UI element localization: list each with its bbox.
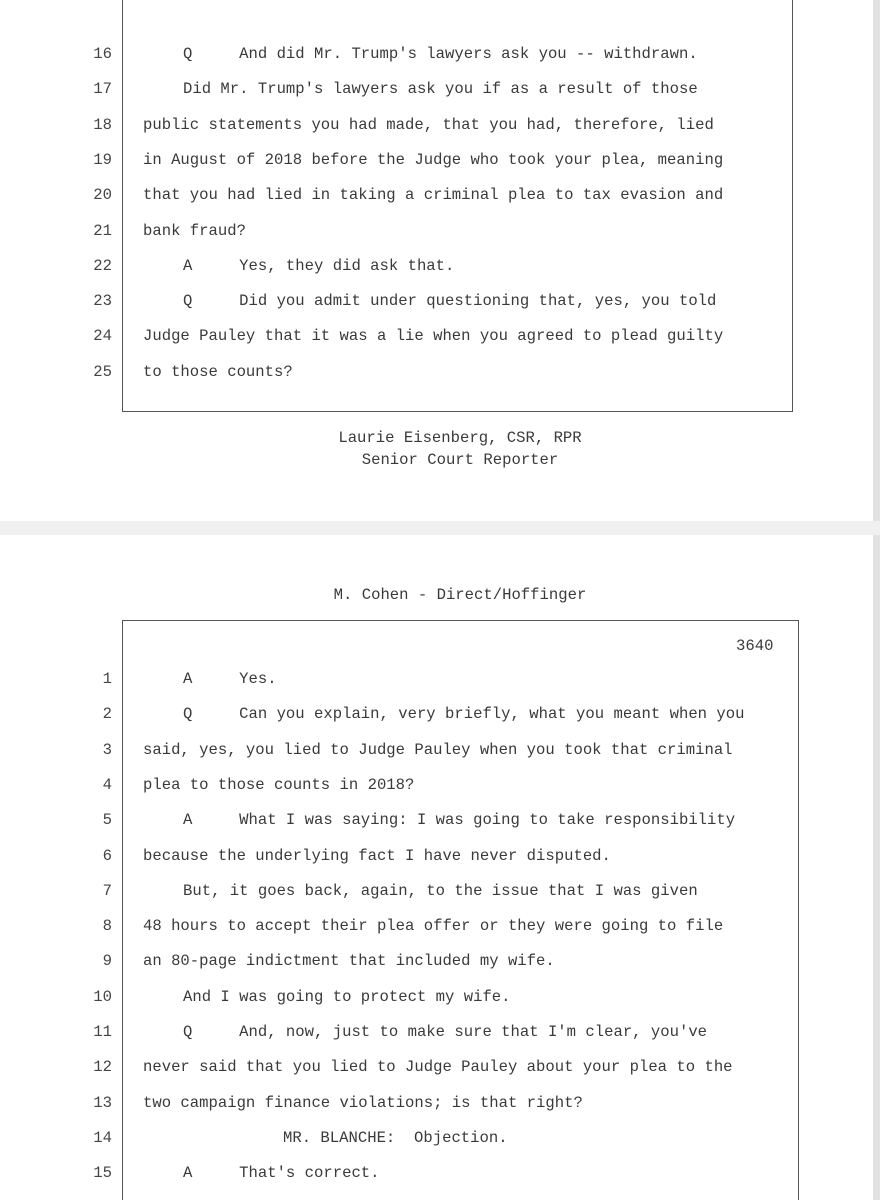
transcript-line: A Yes, they did ask that. [183,256,455,275]
page-number: 3640 [736,637,774,655]
transcript-line: in August of 2018 before the Judge who took your plea, meaning [143,150,724,169]
transcript-line: A What I was saying: I was going to take responsibility [183,811,736,830]
line-number: 22 [93,256,112,275]
line-number: 1 [102,670,112,688]
transcript-line: bank fraud? [143,221,246,240]
transcript-line: an 80-page indictment that included my wife. [143,952,555,971]
line-number: 13 [93,1093,112,1112]
scrollbar[interactable] [873,0,880,521]
transcript-page-2 [0,535,873,1200]
line-number: 8 [102,917,112,936]
transcript-line: public statements you had made, that you had, therefore, lied [143,115,714,134]
transcript-line: Q And did Mr. Trump's lawyers ask you -- withdrawn. [183,45,698,63]
line-number: 20 [93,186,112,205]
transcript-line: never said that you lied to Judge Pauley about your plea to the [143,1058,733,1077]
transcript-line: A That's correct. [183,1164,380,1183]
line-number: 10 [93,987,112,1006]
line-number: 14 [93,1128,112,1147]
page-header: M. Cohen - Direct/Hoffinger [333,586,587,604]
transcript-line: Did Mr. Trump's lawyers ask you if as a result of those [183,80,698,99]
line-number: 25 [93,362,112,381]
line-number: 2 [102,705,112,724]
transcript-line: to those counts? [143,362,293,381]
line-number: 3 [102,740,112,759]
line-number: 23 [93,292,112,311]
transcript-line: Judge Pauley that it was a lie when you agreed to plead guilty [143,327,724,346]
line-number: 24 [93,327,112,346]
transcript-line: But, it goes back, again, to the issue that I was given [183,881,698,900]
footer-reporter-title: Senior Court Reporter [361,451,559,469]
line-number: 12 [93,1058,112,1077]
line-number: 15 [93,1164,112,1183]
footer-reporter-name: Laurie Eisenberg, CSR, RPR [338,429,582,447]
transcript-line: Q And, now, just to make sure that I'm clear, you've [183,1023,708,1041]
transcript-line: plea to those counts in 2018? [143,775,415,794]
transcript-line: Q Did you admit under questioning that, yes, you told [183,292,717,311]
line-number: 21 [93,221,112,240]
line-number: 17 [93,80,112,99]
transcript-line: two campaign finance violations; is that right? [143,1093,583,1112]
transcript-line: MR. BLANCHE: Objection. [283,1128,508,1147]
transcript-line: 48 hours to accept their plea offer or they were going to file [143,917,724,936]
scrollbar[interactable] [873,535,880,1200]
line-number: 11 [93,1023,112,1041]
line-number: 19 [93,150,112,169]
transcript-line: A Yes. [183,670,277,688]
transcript-page-1 [0,0,873,521]
transcript-line: And I was going to protect my wife. [183,987,511,1006]
line-number: 18 [93,115,112,134]
line-number: 16 [93,45,112,63]
transcript-line: because the underlying fact I have never disputed. [143,846,611,865]
transcript-line: that you had lied in taking a criminal plea to tax evasion and [143,186,724,205]
transcript-line: said, yes, you lied to Judge Pauley when you took that criminal [143,740,733,759]
line-number: 9 [102,952,112,971]
line-number: 4 [102,775,112,794]
line-number: 6 [102,846,112,865]
line-number: 5 [102,811,112,830]
line-number: 7 [102,881,112,900]
transcript-line: Q Can you explain, very briefly, what you meant when you [183,705,745,724]
